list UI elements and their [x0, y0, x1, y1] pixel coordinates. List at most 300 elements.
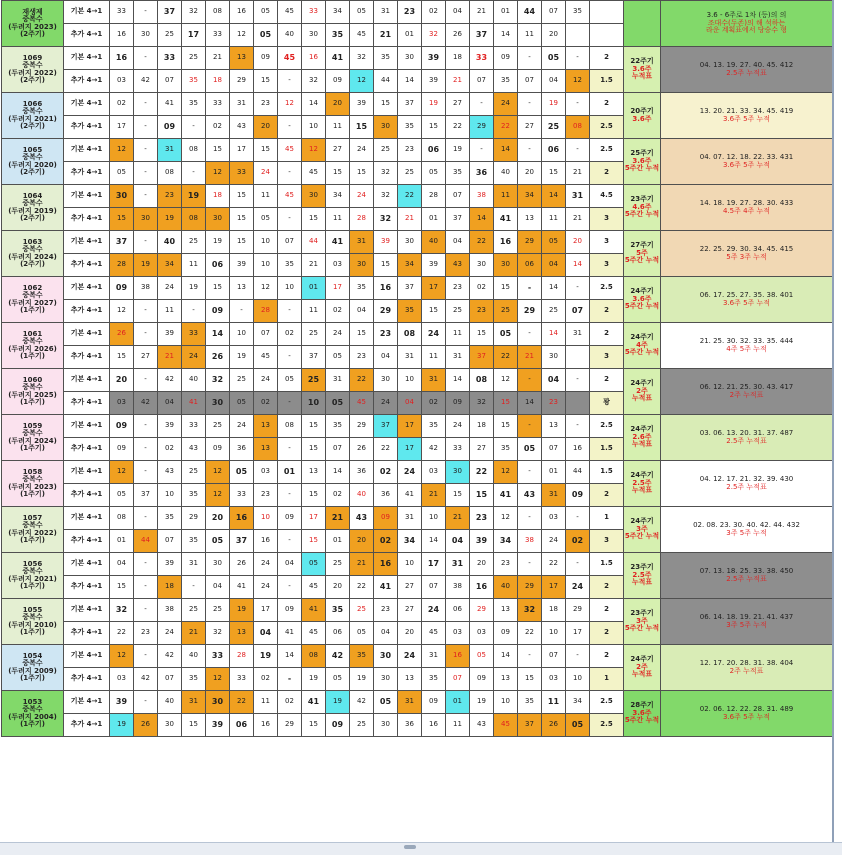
- number-cell: 03: [110, 392, 134, 415]
- number-cell: 21: [566, 208, 590, 231]
- number-cell: -: [134, 438, 158, 461]
- number-cell: -: [134, 1, 158, 24]
- number-cell: 25: [398, 162, 422, 185]
- number-cell: 09: [110, 438, 134, 461]
- number-cell: 09: [566, 484, 590, 507]
- number-cell: 32: [374, 208, 398, 231]
- summary-line: 3주: [636, 524, 648, 533]
- number-cell: 05: [518, 438, 542, 461]
- number-cell: 25: [542, 300, 566, 323]
- number-cell: 30: [206, 208, 230, 231]
- number-cell: 08: [206, 1, 230, 24]
- number-cell: 31: [566, 323, 590, 346]
- number-cell: 24: [254, 553, 278, 576]
- number-cell: 04: [446, 231, 470, 254]
- number-cell: 02: [470, 277, 494, 300]
- number-cell: 10: [566, 668, 590, 691]
- number-cell: 18: [446, 47, 470, 70]
- number-cell: 32: [182, 1, 206, 24]
- number-cell: 28: [422, 185, 446, 208]
- table-row: [2, 323, 833, 346]
- summary-line: 22주기: [630, 57, 654, 66]
- score-cell: 2: [590, 599, 624, 622]
- score-cell: [590, 24, 624, 47]
- round-line: (1주기): [20, 719, 45, 728]
- round-line: 1061: [22, 329, 43, 338]
- number-cell: 30: [374, 668, 398, 691]
- number-cell: 21: [446, 70, 470, 93]
- number-cell: 18: [158, 576, 182, 599]
- number-cell: 18: [206, 185, 230, 208]
- number-cell: 23: [350, 346, 374, 369]
- round-line: 1063: [22, 237, 43, 246]
- number-cell: 25: [542, 116, 566, 139]
- number-cell: 15: [374, 93, 398, 116]
- number-cell: 14: [494, 24, 518, 47]
- number-cell: 15: [494, 277, 518, 300]
- number-cell: 31: [326, 369, 350, 392]
- number-cell: 20: [326, 93, 350, 116]
- number-cell: -: [566, 553, 590, 576]
- number-cell: 19: [230, 599, 254, 622]
- summary-line: 3.6주: [632, 708, 652, 717]
- info-line: 2.5주 누적표: [726, 68, 767, 77]
- info-line: 4.5주 4주 누적: [722, 206, 771, 215]
- info-line: 02. 06. 12. 22. 28. 31. 489: [699, 705, 794, 714]
- row-type-label: 기본 4→1: [64, 93, 110, 116]
- number-cell: 06: [206, 254, 230, 277]
- number-cell: 30: [374, 714, 398, 737]
- number-cell: -: [518, 507, 542, 530]
- number-cell: 45: [494, 714, 518, 737]
- number-cell: 35: [158, 507, 182, 530]
- number-cell: 13: [494, 668, 518, 691]
- number-cell: 05: [470, 645, 494, 668]
- number-cell: 39: [374, 231, 398, 254]
- number-cell: 29: [230, 70, 254, 93]
- summary-line: 24주기: [630, 333, 654, 342]
- number-cell: 15: [494, 392, 518, 415]
- info-line: 07. 13. 18. 25. 33. 38. 450: [699, 567, 794, 576]
- info-line: 3주 5주 누적: [726, 620, 767, 629]
- score-cell: 2: [590, 484, 624, 507]
- round-line: (두려지 2024): [8, 252, 57, 261]
- number-cell: 08: [110, 507, 134, 530]
- number-cell: 35: [398, 116, 422, 139]
- table-row: [2, 93, 833, 116]
- number-cell: -: [566, 369, 590, 392]
- number-cell: 22: [110, 622, 134, 645]
- number-cell: 41: [326, 47, 350, 70]
- number-cell: 04: [254, 622, 278, 645]
- number-cell: 08: [182, 208, 206, 231]
- number-cell: 27: [446, 93, 470, 116]
- number-cell: 02: [374, 530, 398, 553]
- number-cell: 40: [182, 645, 206, 668]
- round-line: (두려지 2020): [8, 160, 57, 169]
- number-cell: 19: [470, 691, 494, 714]
- number-cell: -: [278, 392, 302, 415]
- number-cell: 18: [470, 415, 494, 438]
- number-cell: 03: [254, 461, 278, 484]
- number-cell: 13: [302, 461, 326, 484]
- number-cell: 33: [182, 415, 206, 438]
- number-cell: 07: [326, 438, 350, 461]
- number-cell: 21: [326, 507, 350, 530]
- number-cell: 12: [254, 277, 278, 300]
- number-cell: 16: [470, 576, 494, 599]
- number-cell: 29: [350, 415, 374, 438]
- number-cell: 33: [446, 438, 470, 461]
- number-cell: 32: [302, 70, 326, 93]
- summary-line: 2.5주: [632, 478, 652, 487]
- round-cell: [2, 323, 64, 369]
- score-cell: 2: [590, 93, 624, 116]
- number-cell: 23: [254, 93, 278, 116]
- number-cell: 09: [278, 507, 302, 530]
- row-type-label: 추가 4→1: [64, 162, 110, 185]
- number-cell: 19: [446, 139, 470, 162]
- round-line: (1주기): [20, 489, 45, 498]
- number-cell: 19: [134, 254, 158, 277]
- number-cell: 12: [110, 300, 134, 323]
- number-cell: 31: [446, 346, 470, 369]
- number-cell: 33: [206, 93, 230, 116]
- number-cell: 19: [230, 346, 254, 369]
- number-cell: 31: [398, 346, 422, 369]
- score-cell: 3: [590, 346, 624, 369]
- round-cell: [2, 1, 64, 47]
- number-cell: 30: [134, 208, 158, 231]
- number-cell: 33: [206, 24, 230, 47]
- number-cell: 33: [470, 47, 494, 70]
- number-cell: 10: [254, 254, 278, 277]
- number-cell: 43: [158, 461, 182, 484]
- row-type-label: 추가 4→1: [64, 484, 110, 507]
- number-cell: 39: [470, 530, 494, 553]
- number-cell: 43: [350, 507, 374, 530]
- number-cell: 41: [494, 208, 518, 231]
- number-cell: 12: [230, 24, 254, 47]
- number-cell: 25: [230, 369, 254, 392]
- summary-line: 5주간 누적: [624, 624, 660, 633]
- number-cell: 37: [470, 346, 494, 369]
- number-cell: 17: [422, 553, 446, 576]
- number-cell: 01: [398, 24, 422, 47]
- number-cell: -: [134, 553, 158, 576]
- number-cell: 32: [374, 162, 398, 185]
- number-cell: 21: [398, 208, 422, 231]
- summary-line: 5주간 누적: [624, 302, 660, 311]
- number-cell: -: [278, 208, 302, 231]
- info-line: 14. 18. 19. 27. 28. 30. 433: [699, 199, 794, 208]
- number-cell: 15: [254, 70, 278, 93]
- number-cell: 15: [206, 277, 230, 300]
- score-cell: 2: [590, 645, 624, 668]
- number-cell: 25: [494, 300, 518, 323]
- round-line: 중복수: [22, 429, 43, 438]
- number-cell: 31: [182, 691, 206, 714]
- number-cell: 30: [494, 254, 518, 277]
- number-cell: 06: [446, 599, 470, 622]
- number-cell: 09: [494, 47, 518, 70]
- number-cell: 21: [302, 254, 326, 277]
- number-cell: 05: [230, 392, 254, 415]
- number-cell: 10: [158, 484, 182, 507]
- number-cell: 05: [326, 346, 350, 369]
- number-cell: 09: [422, 691, 446, 714]
- number-cell: 02: [422, 392, 446, 415]
- round-line: (2주기): [20, 167, 45, 176]
- summary-line: 5주간 누적: [624, 210, 660, 219]
- number-cell: 14: [542, 185, 566, 208]
- number-cell: 11: [446, 323, 470, 346]
- number-cell: 15: [110, 576, 134, 599]
- round-line: 중복수: [22, 61, 43, 70]
- table-row: [2, 185, 833, 208]
- number-cell: 22: [374, 438, 398, 461]
- number-cell: 20: [542, 24, 566, 47]
- info-line: 04. 07. 12. 18. 22. 33. 431: [699, 153, 794, 162]
- summary-cell: [624, 231, 661, 277]
- number-cell: 11: [326, 208, 350, 231]
- number-cell: 34: [566, 691, 590, 714]
- number-cell: 15: [350, 116, 374, 139]
- number-cell: -: [182, 576, 206, 599]
- number-cell: 13: [398, 668, 422, 691]
- number-cell: 40: [158, 691, 182, 714]
- number-cell: 21: [446, 507, 470, 530]
- number-cell: 11: [446, 714, 470, 737]
- number-cell: 39: [158, 553, 182, 576]
- number-cell: -: [518, 277, 542, 300]
- number-cell: 31: [350, 231, 374, 254]
- round-line: (2주기): [20, 29, 45, 38]
- number-cell: 45: [254, 346, 278, 369]
- number-cell: 34: [398, 254, 422, 277]
- number-cell: 15: [350, 323, 374, 346]
- summary-line: 28주기: [630, 701, 654, 710]
- number-cell: 32: [206, 622, 230, 645]
- summary-cell: [624, 47, 661, 93]
- number-cell: 11: [254, 185, 278, 208]
- summary-line: 4주: [636, 340, 648, 349]
- number-cell: 14: [398, 70, 422, 93]
- summary-cell: [624, 553, 661, 599]
- number-cell: -: [134, 599, 158, 622]
- number-cell: 12: [110, 645, 134, 668]
- number-cell: 17: [230, 139, 254, 162]
- number-cell: 22: [350, 576, 374, 599]
- number-cell: 14: [542, 277, 566, 300]
- number-cell: 09: [374, 507, 398, 530]
- number-cell: 08: [302, 645, 326, 668]
- row-type-label: 추가 4→1: [64, 300, 110, 323]
- number-cell: 44: [302, 231, 326, 254]
- number-cell: 26: [110, 323, 134, 346]
- number-cell: -: [134, 369, 158, 392]
- round-line: (1주기): [20, 535, 45, 544]
- number-cell: 20: [110, 369, 134, 392]
- number-cell: 04: [542, 70, 566, 93]
- number-cell: -: [134, 47, 158, 70]
- number-cell: 41: [278, 622, 302, 645]
- number-cell: 10: [254, 231, 278, 254]
- number-cell: 40: [494, 576, 518, 599]
- row-type-label: 기본 4→1: [64, 415, 110, 438]
- number-cell: 26: [446, 24, 470, 47]
- number-cell: 25: [182, 231, 206, 254]
- number-cell: 30: [158, 714, 182, 737]
- number-cell: 12: [206, 461, 230, 484]
- number-cell: 11: [182, 254, 206, 277]
- scroll-tab[interactable]: [404, 845, 416, 849]
- summary-line: 24주기: [630, 425, 654, 434]
- number-cell: 36: [470, 162, 494, 185]
- round-line: (두려지 2023): [8, 482, 57, 491]
- number-cell: 24: [374, 392, 398, 415]
- number-cell: 02: [206, 116, 230, 139]
- number-cell: 01: [110, 530, 134, 553]
- number-cell: -: [134, 415, 158, 438]
- number-cell: 15: [230, 208, 254, 231]
- number-cell: 02: [278, 323, 302, 346]
- number-cell: [566, 346, 590, 369]
- info-cell: [661, 415, 833, 461]
- number-cell: 39: [422, 70, 446, 93]
- summary-cell: [624, 139, 661, 185]
- row-type-label: 기본 4→1: [64, 47, 110, 70]
- number-cell: 13: [230, 622, 254, 645]
- number-cell: 19: [302, 668, 326, 691]
- summary-cell: [624, 415, 661, 461]
- number-cell: 07: [566, 300, 590, 323]
- number-cell: 24: [350, 139, 374, 162]
- number-cell: 22: [494, 116, 518, 139]
- summary-line: 2.6주: [632, 432, 652, 441]
- info-line: 12. 17. 20. 28. 31. 38. 404: [699, 659, 794, 668]
- summary-cell: [624, 277, 661, 323]
- number-cell: 05: [302, 553, 326, 576]
- round-cell: [2, 139, 64, 185]
- number-cell: 30: [398, 231, 422, 254]
- number-cell: 24: [326, 323, 350, 346]
- number-cell: 30: [398, 47, 422, 70]
- row-type-label: 기본 4→1: [64, 369, 110, 392]
- number-cell: 10: [542, 622, 566, 645]
- number-cell: 39: [230, 254, 254, 277]
- number-cell: 30: [302, 185, 326, 208]
- summary-cell: [624, 185, 661, 231]
- number-cell: 07: [542, 1, 566, 24]
- summary-cell: [624, 599, 661, 645]
- round-line: (두려지 2023): [8, 22, 57, 31]
- round-cell: [2, 507, 64, 553]
- number-cell: 14: [542, 323, 566, 346]
- number-cell: 05: [326, 668, 350, 691]
- summary-line: 24주기: [630, 471, 654, 480]
- number-cell: 27: [398, 576, 422, 599]
- number-cell: 19: [422, 93, 446, 116]
- number-cell: 30: [110, 185, 134, 208]
- round-line: 중복수: [22, 245, 43, 254]
- summary-line: 2주: [636, 386, 648, 395]
- number-cell: 23: [470, 507, 494, 530]
- number-cell: 14: [518, 392, 542, 415]
- number-cell: 45: [302, 622, 326, 645]
- number-cell: 21: [566, 162, 590, 185]
- number-cell: 02: [422, 1, 446, 24]
- status-band: [0, 842, 842, 855]
- summary-line: 24주기: [630, 655, 654, 664]
- number-cell: 05: [110, 162, 134, 185]
- summary-cell: [624, 461, 661, 507]
- info-line: 3.6 - 6주로 1차 (등)의 의: [706, 11, 787, 20]
- number-cell: -: [518, 645, 542, 668]
- summary-line: 누적표: [631, 670, 653, 679]
- round-cell: [2, 93, 64, 139]
- round-line: (2주기): [20, 75, 45, 84]
- round-cell: [2, 47, 64, 93]
- number-cell: 35: [398, 300, 422, 323]
- number-cell: 02: [326, 300, 350, 323]
- row-type-label: 추가 4→1: [64, 254, 110, 277]
- row-type-label: 추가 4→1: [64, 622, 110, 645]
- summary-line: 24주기: [630, 287, 654, 296]
- row-type-label: 기본 4→1: [64, 277, 110, 300]
- number-cell: -: [278, 438, 302, 461]
- summary-line: 3.6주: [632, 114, 652, 123]
- number-cell: 11: [326, 116, 350, 139]
- number-cell: 04: [446, 530, 470, 553]
- number-cell: 19: [254, 645, 278, 668]
- round-line: (2주기): [20, 213, 45, 222]
- number-cell: 09: [326, 70, 350, 93]
- number-cell: 30: [374, 369, 398, 392]
- number-cell: 25: [158, 24, 182, 47]
- number-cell: 26: [230, 553, 254, 576]
- number-cell: 29: [182, 507, 206, 530]
- info-line: 2주 누적표: [729, 390, 764, 399]
- number-cell: 33: [158, 47, 182, 70]
- number-cell: 19: [182, 185, 206, 208]
- number-cell: 16: [110, 47, 134, 70]
- number-cell: 42: [158, 369, 182, 392]
- number-cell: 21: [350, 553, 374, 576]
- number-cell: 24: [566, 576, 590, 599]
- row-type-label: 기본 4→1: [64, 185, 110, 208]
- summary-line: 3주: [636, 616, 648, 625]
- row-type-label: 추가 4→1: [64, 70, 110, 93]
- number-cell: 34: [494, 530, 518, 553]
- sheet-edge-line: [832, 0, 834, 842]
- number-cell: 16: [230, 1, 254, 24]
- number-cell: 30: [206, 392, 230, 415]
- number-cell: 01: [422, 208, 446, 231]
- number-cell: 35: [278, 254, 302, 277]
- round-line: (두려지 2019): [8, 206, 57, 215]
- round-line: 1053: [22, 697, 43, 706]
- number-cell: 15: [302, 530, 326, 553]
- row-type-label: 기본 4→1: [64, 1, 110, 24]
- number-cell: 03: [422, 461, 446, 484]
- number-cell: 01: [278, 461, 302, 484]
- number-cell: 02: [254, 392, 278, 415]
- number-cell: 13: [254, 415, 278, 438]
- number-cell: 21: [158, 346, 182, 369]
- row-type-label: 추가 4→1: [64, 438, 110, 461]
- score-cell: 3: [590, 231, 624, 254]
